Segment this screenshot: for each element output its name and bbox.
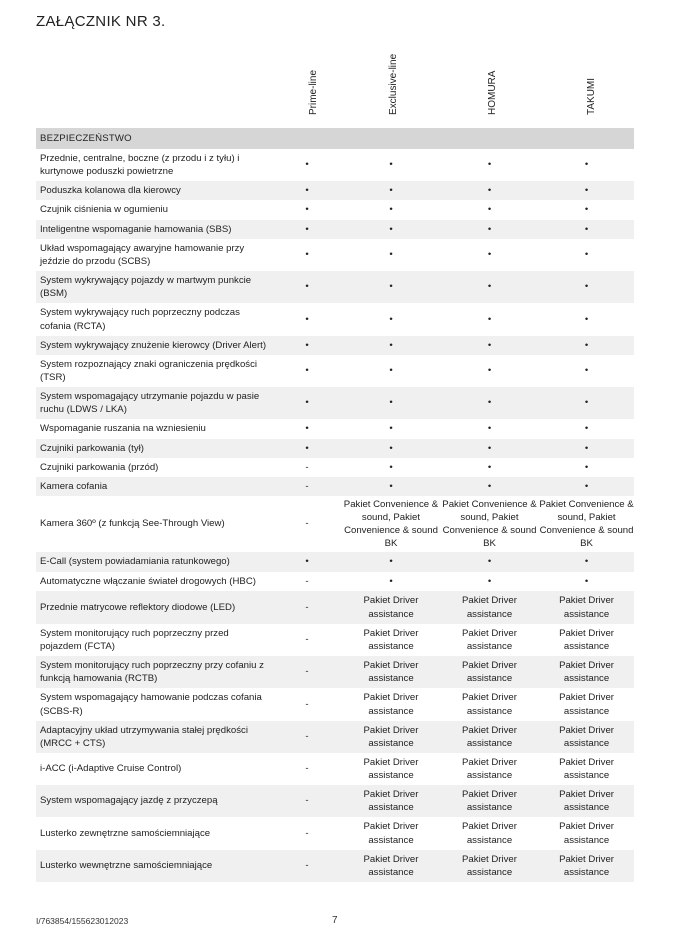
availability-cell: Pakiet Convenience & sound, Pakiet Convenience & sound BK	[442, 498, 537, 550]
availability-cell: -	[305, 763, 309, 775]
table-row	[36, 572, 634, 591]
availability-cell: •	[487, 575, 492, 587]
table-row	[36, 552, 634, 572]
availability-cell: •	[440, 477, 539, 496]
availability-cell: •	[272, 439, 342, 458]
table-row	[36, 303, 634, 336]
availability-cell: -	[272, 850, 342, 882]
section-header-row	[36, 128, 634, 149]
table-row	[36, 721, 634, 753]
availability-cell: -	[272, 785, 342, 817]
table-row	[36, 656, 634, 688]
page-number: 7	[332, 915, 338, 926]
availability-cell: •	[487, 423, 492, 435]
column-header-prime-line: Prime-line	[308, 69, 319, 115]
availability-cell: •	[584, 575, 589, 587]
availability-cell: •	[487, 204, 492, 216]
availability-cell: •	[389, 461, 393, 473]
availability-cell: •	[440, 271, 539, 303]
availability-cell: •	[342, 336, 440, 355]
availability-cell: Pakiet Driver assistance	[539, 850, 634, 882]
availability-cell: -	[272, 721, 342, 753]
availability-cell: •	[539, 220, 634, 239]
availability-cell: •	[389, 204, 393, 216]
availability-cell: Pakiet Driver assistance	[363, 627, 419, 652]
availability-cell: •	[440, 387, 539, 419]
availability-cell: •	[584, 204, 589, 216]
availability-cell: •	[487, 461, 492, 473]
table-row	[36, 458, 634, 477]
availability-cell: Pakiet Driver assistance	[363, 756, 419, 781]
availability-cell: •	[305, 313, 309, 325]
availability-cell: •	[342, 220, 440, 239]
availability-cell: •	[342, 387, 440, 419]
availability-cell: •	[539, 336, 634, 355]
availability-cell: -	[272, 591, 342, 624]
availability-cell: -	[272, 656, 342, 688]
availability-cell: •	[487, 313, 492, 325]
availability-cell: Pakiet Driver assistance	[440, 850, 539, 882]
availability-cell: •	[487, 365, 492, 377]
availability-cell: -	[305, 575, 309, 587]
availability-cell: -	[305, 634, 309, 646]
table-row	[36, 753, 634, 785]
availability-cell: Pakiet Driver assistance	[363, 692, 419, 717]
feature-label: System wspomagający jazdę z przyczepą	[36, 785, 272, 817]
column-header-homura: HOMURA	[487, 70, 498, 115]
feature-label: System wykrywający ruch poprzeczny podczas cofania (RCTA)	[40, 307, 240, 332]
availability-cell: Pakiet Driver assistance	[342, 850, 440, 882]
availability-cell: Pakiet Driver assistance	[539, 656, 634, 688]
feature-label: Inteligentne wspomaganie hamowania (SBS)	[36, 220, 272, 239]
table-row	[36, 355, 634, 387]
availability-cell: •	[584, 159, 589, 171]
availability-cell: •	[305, 159, 309, 171]
feature-label: Kamera cofania	[36, 477, 272, 496]
feature-label: Przednie matrycowe reflektory diodowe (LED)	[36, 591, 272, 624]
availability-cell: •	[389, 159, 393, 171]
section-title: BEZPIECZEŃSTWO	[36, 128, 634, 149]
table-row	[36, 688, 634, 721]
availability-cell: Pakiet Driver assistance	[462, 821, 517, 846]
availability-cell: Pakiet Driver assistance	[440, 785, 539, 817]
table-row	[36, 181, 634, 200]
feature-label: Wspomaganie ruszania na wzniesieniu	[40, 423, 206, 435]
availability-cell: Pakiet Driver assistance	[539, 721, 634, 753]
availability-cell: •	[342, 552, 440, 572]
table-row	[36, 336, 634, 355]
availability-cell: •	[389, 423, 393, 435]
availability-cell: •	[389, 575, 393, 587]
table-row	[36, 591, 634, 624]
table-row	[36, 239, 634, 271]
availability-cell: Pakiet Driver assistance	[342, 591, 440, 624]
availability-cell: •	[305, 423, 309, 435]
availability-cell: Pakiet Driver assistance	[539, 591, 634, 624]
table-row	[36, 477, 634, 496]
availability-cell: •	[539, 552, 634, 572]
table-row	[36, 624, 634, 656]
availability-cell: •	[539, 181, 634, 200]
availability-cell: •	[272, 181, 342, 200]
availability-cell: Pakiet Driver assistance	[440, 591, 539, 624]
feature-label: System wykrywający pojazdy w martwym punkcie (BSM)	[36, 271, 272, 303]
availability-cell: •	[272, 387, 342, 419]
feature-label: Lusterko wewnętrzne samościemniające	[36, 850, 272, 882]
feature-label: Automatyczne włączanie świateł drogowych (HBC)	[40, 575, 256, 587]
availability-cell: •	[272, 336, 342, 355]
availability-cell: Pakiet Driver assistance	[342, 721, 440, 753]
availability-cell: •	[440, 439, 539, 458]
availability-cell: •	[584, 461, 589, 473]
table-row	[36, 387, 634, 419]
feature-label: Przednie, centralne, boczne (z przodu i z tyłu) i kurtynowe poduszki powietrzne	[40, 152, 240, 177]
availability-cell: •	[584, 313, 589, 325]
equipment-table-body	[36, 128, 634, 882]
availability-cell: -	[305, 461, 309, 473]
feature-label: Lusterko zewnętrzne samościemniające	[40, 827, 211, 839]
availability-cell: -	[305, 698, 309, 710]
availability-cell: Pakiet Convenience & sound, Pakiet Convenience & sound BK	[343, 498, 439, 550]
document-title: ZAŁĄCZNIK NR 3.	[36, 13, 166, 30]
availability-cell: •	[539, 439, 634, 458]
feature-label: Kamera 360º (z funkcją See-Through View)	[40, 518, 225, 530]
availability-cell: •	[584, 423, 589, 435]
availability-cell: •	[272, 552, 342, 572]
availability-cell: •	[440, 336, 539, 355]
availability-cell: •	[389, 313, 393, 325]
table-row	[36, 496, 634, 552]
availability-cell: •	[342, 477, 440, 496]
availability-cell: Pakiet Driver assistance	[440, 721, 539, 753]
availability-cell: Pakiet Driver assistance	[559, 692, 614, 717]
availability-cell: •	[440, 220, 539, 239]
availability-cell: •	[389, 365, 393, 377]
availability-cell: •	[342, 181, 440, 200]
column-header-exclusive-line: Exclusive-line	[388, 53, 399, 115]
feature-label: System monitorujący ruch poprzeczny przy cofaniu z funkcją hamowania (RCTB)	[36, 656, 272, 688]
availability-cell: -	[305, 518, 309, 530]
feature-label: Adaptacyjny układ utrzymywania stałej prędkości (MRCC + CTS)	[36, 721, 272, 753]
availability-cell: Pakiet Driver assistance	[539, 785, 634, 817]
availability-cell: •	[389, 249, 393, 261]
availability-cell: -	[272, 477, 342, 496]
feature-label: Poduszka kolanowa dla kierowcy	[36, 181, 272, 200]
table-row	[36, 200, 634, 220]
availability-cell: •	[584, 365, 589, 377]
availability-cell: •	[539, 271, 634, 303]
availability-cell: •	[440, 552, 539, 572]
availability-cell: Pakiet Convenience & sound, Pakiet Convenience & sound BK	[539, 498, 634, 550]
availability-cell: Pakiet Driver assistance	[559, 627, 614, 652]
availability-cell: Pakiet Driver assistance	[462, 692, 517, 717]
feature-label: E-Call (system powiadamiania ratunkowego)	[36, 552, 272, 572]
column-header-takumi: TAKUMI	[586, 77, 597, 115]
feature-label: System rozpoznający znaki ograniczenia prędkości (TSR)	[40, 358, 258, 383]
availability-cell: Pakiet Driver assistance	[559, 756, 614, 781]
availability-cell: •	[305, 204, 309, 216]
table-row	[36, 419, 634, 439]
availability-cell: •	[305, 365, 309, 377]
availability-cell: •	[584, 249, 589, 261]
availability-cell: •	[342, 271, 440, 303]
availability-cell: Pakiet Driver assistance	[363, 821, 419, 846]
availability-cell: •	[342, 439, 440, 458]
table-row	[36, 149, 634, 181]
feature-label: Czujnik ciśnienia w ogumieniu	[40, 204, 168, 216]
availability-cell: Pakiet Driver assistance	[462, 756, 517, 781]
availability-cell: Pakiet Driver assistance	[342, 656, 440, 688]
table-row	[36, 785, 634, 817]
table-row	[36, 817, 634, 850]
availability-cell: •	[487, 249, 492, 261]
table-row	[36, 850, 634, 882]
availability-cell: •	[305, 249, 309, 261]
availability-cell: Pakiet Driver assistance	[559, 821, 614, 846]
feature-label: i-ACC (i-Adaptive Cruise Control)	[40, 763, 182, 775]
availability-cell: •	[272, 271, 342, 303]
availability-cell: •	[440, 181, 539, 200]
feature-label: Czujniki parkowania (tył)	[36, 439, 272, 458]
feature-label: Czujniki parkowania (przód)	[40, 461, 159, 473]
document-reference-number: I/763854/155623012023	[36, 916, 129, 926]
availability-cell: •	[539, 387, 634, 419]
table-row	[36, 220, 634, 239]
availability-cell: •	[272, 220, 342, 239]
availability-cell: Pakiet Driver assistance	[462, 627, 517, 652]
feature-label: System wykrywający znużenie kierowcy (Driver Alert)	[36, 336, 272, 355]
feature-label: System wspomagający utrzymanie pojazdu w pasie ruchu (LDWS / LKA)	[36, 387, 272, 419]
availability-cell: •	[487, 159, 492, 171]
equipment-table	[36, 128, 634, 882]
feature-label: System wspomagający hamowanie podczas cofania (SCBS-R)	[40, 692, 262, 717]
table-row	[36, 439, 634, 458]
availability-cell: •	[539, 477, 634, 496]
availability-cell: Pakiet Driver assistance	[342, 785, 440, 817]
availability-cell: -	[305, 827, 309, 839]
feature-label: System monitorujący ruch poprzeczny przed pojazdem (FCTA)	[40, 627, 229, 652]
feature-label: Układ wspomagający awaryjne hamowanie przy jeździe do przodu (SCBS)	[40, 242, 245, 267]
table-row	[36, 271, 634, 303]
availability-cell: Pakiet Driver assistance	[440, 656, 539, 688]
